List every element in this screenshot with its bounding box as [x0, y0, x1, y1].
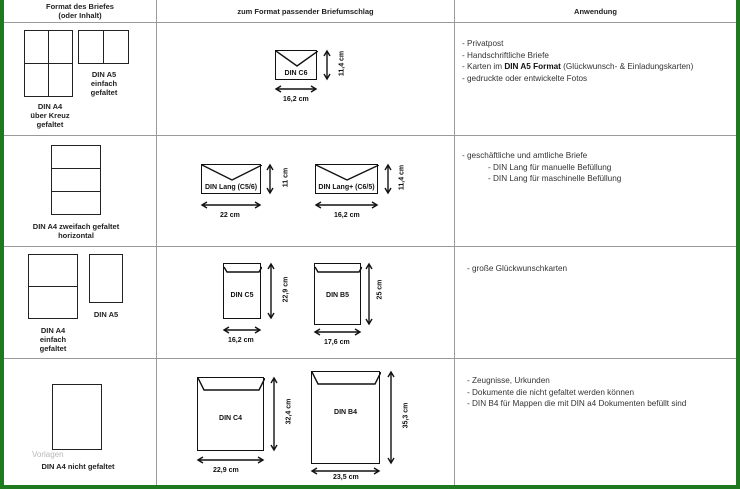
envelope-b5	[314, 263, 361, 325]
envelope-format-table	[4, 0, 736, 485]
paper-panel	[78, 30, 104, 64]
header-usage	[455, 0, 736, 22]
header-usage-label: Anwendung	[574, 6, 617, 16]
header-letter-format-line2: (oder Inhalt)	[58, 11, 102, 20]
height-arrow	[324, 50, 330, 80]
paper-label-a4-cross	[21, 102, 79, 129]
usage-item: - Privatpost	[462, 39, 504, 48]
paper-panel	[28, 286, 78, 319]
width-arrow	[223, 327, 261, 333]
envelope-flap	[198, 378, 265, 394]
envelope-b4	[311, 371, 380, 464]
paper-panel	[48, 63, 73, 97]
label-line: horizontal	[58, 231, 94, 240]
usage-list	[462, 38, 693, 84]
envelope-din-lang-plus	[315, 164, 378, 194]
label-line: DIN A4	[37, 102, 63, 111]
usage-list	[467, 263, 567, 275]
width-arrow	[275, 86, 317, 92]
header-letter-format	[4, 0, 156, 22]
height-arrow	[388, 371, 394, 464]
envelope-height-label: 25 cm	[376, 279, 384, 300]
envelope-c5	[223, 263, 261, 319]
envelope-name: DIN Lang (C5/6)	[204, 184, 258, 191]
label-line: gefaltet	[36, 120, 64, 129]
envelope-width-label: 22,9 cm	[213, 467, 239, 474]
envelope-width-label: 17,6 cm	[324, 339, 350, 346]
usage-item: - Handschriftliche Briefe	[462, 50, 549, 60]
paper-label-a5-folded	[76, 70, 132, 97]
envelope-height-label: 22,9 cm	[282, 276, 290, 303]
paper-panel	[24, 30, 49, 64]
paper-panel	[48, 30, 73, 64]
usage-subitem: - DIN Lang für manuelle Befüllung	[488, 162, 612, 172]
usage-list	[462, 150, 621, 185]
usage-subitem: - DIN Lang für maschinelle Befüllung	[488, 174, 622, 183]
usage-item	[462, 61, 693, 73]
paper-panel	[103, 30, 129, 64]
envelope-din-lang	[201, 164, 261, 194]
usage-text: (Glückwunsch- & Einladungskarten)	[560, 62, 694, 71]
height-arrow	[366, 263, 372, 325]
envelope-name: DIN B5	[326, 292, 349, 299]
paper-a5	[89, 254, 123, 303]
envelope-flap	[315, 264, 362, 276]
usage-bold-text: DIN A5 Format	[504, 62, 561, 71]
usage-item: - Zeugnisse, Urkunden	[467, 376, 550, 385]
label-line: einfach	[90, 79, 118, 88]
usage-text: - Karten im	[462, 62, 505, 71]
envelope-width-label: 16,2 cm	[283, 96, 309, 103]
height-arrow	[267, 164, 273, 194]
usage-item: - gedruckte oder entwickelte Fotos	[462, 73, 588, 83]
height-arrow	[385, 164, 391, 194]
usage-item: - große Glückwunschkarten	[467, 264, 568, 273]
envelope-flap	[312, 372, 381, 388]
envelope-c6	[275, 50, 317, 80]
paper-label-a5	[86, 310, 126, 319]
column-divider	[156, 0, 157, 485]
label-line: einfach	[39, 335, 67, 344]
header-envelope	[157, 0, 454, 22]
row-divider	[4, 246, 736, 247]
paper-a4-unfolded	[52, 384, 102, 450]
label-line: gefaltet	[90, 88, 118, 97]
paper-label-a4-folded-once	[24, 326, 82, 353]
envelope-height-label: 11,4 cm	[338, 50, 346, 77]
width-arrow	[197, 457, 264, 463]
width-arrow	[314, 329, 361, 335]
label-line: DIN A5	[93, 310, 119, 319]
envelope-width-label: 16,2 cm	[334, 212, 360, 219]
paper-panel	[51, 168, 101, 192]
paper-label-a4-two-folds	[16, 222, 136, 240]
envelope-width-label: 16,2 cm	[228, 337, 254, 344]
height-arrow	[268, 263, 274, 319]
envelope-width-label: 22 cm	[220, 212, 240, 219]
envelope-name: DIN C4	[219, 415, 242, 422]
envelope-height-label: 35,3 cm	[402, 402, 410, 429]
envelope-flap	[224, 264, 262, 276]
envelope-height-label: 32,4 cm	[285, 398, 293, 425]
width-arrow	[315, 202, 378, 208]
envelope-width-label: 23,5 cm	[333, 474, 359, 481]
height-arrow	[271, 377, 277, 451]
paper-panel	[51, 145, 101, 169]
envelope-height-label: 11 cm	[282, 167, 290, 188]
envelope-name: DIN B4	[334, 409, 357, 416]
envelope-name: DIN C6	[284, 70, 308, 77]
row-divider	[4, 135, 736, 136]
usage-item: - DIN B4 für Mappen die mit DIN a4 Dokumenten befüllt sind	[467, 399, 687, 408]
paper-panel	[51, 191, 101, 215]
label-line: über Kreuz	[30, 111, 70, 120]
envelope-name: DIN C5	[230, 292, 254, 299]
paper-panel	[28, 254, 78, 287]
label-line: DIN A4 zweifach gefaltet	[32, 222, 120, 231]
row-divider	[4, 358, 736, 359]
label-line: gefaltet	[39, 344, 67, 353]
usage-item: - geschäftliche und amtliche Briefe	[462, 151, 588, 160]
header-envelope-label: zum Format passender Briefumschlag	[237, 6, 374, 16]
watermark-text: Vorlagen	[32, 450, 64, 459]
envelope-c4	[197, 377, 264, 451]
label-line: DIN A4	[40, 326, 66, 335]
envelope-height-label: 11,4 cm	[398, 164, 406, 191]
paper-label-a4-unfolded	[26, 462, 130, 471]
row-divider	[4, 22, 736, 23]
paper-panel	[24, 63, 49, 97]
usage-list	[467, 375, 686, 410]
width-arrow	[201, 202, 261, 208]
column-divider	[454, 0, 455, 485]
label-line: DIN A4 nicht gefaltet	[41, 462, 115, 471]
label-line: DIN A5	[91, 70, 117, 79]
envelope-name: DIN Lang+ (C6/5)	[318, 184, 375, 191]
usage-item: - Dokumente die nicht gefaltet werden können	[467, 387, 635, 397]
header-letter-format-line1: Format des Briefes	[46, 2, 114, 11]
